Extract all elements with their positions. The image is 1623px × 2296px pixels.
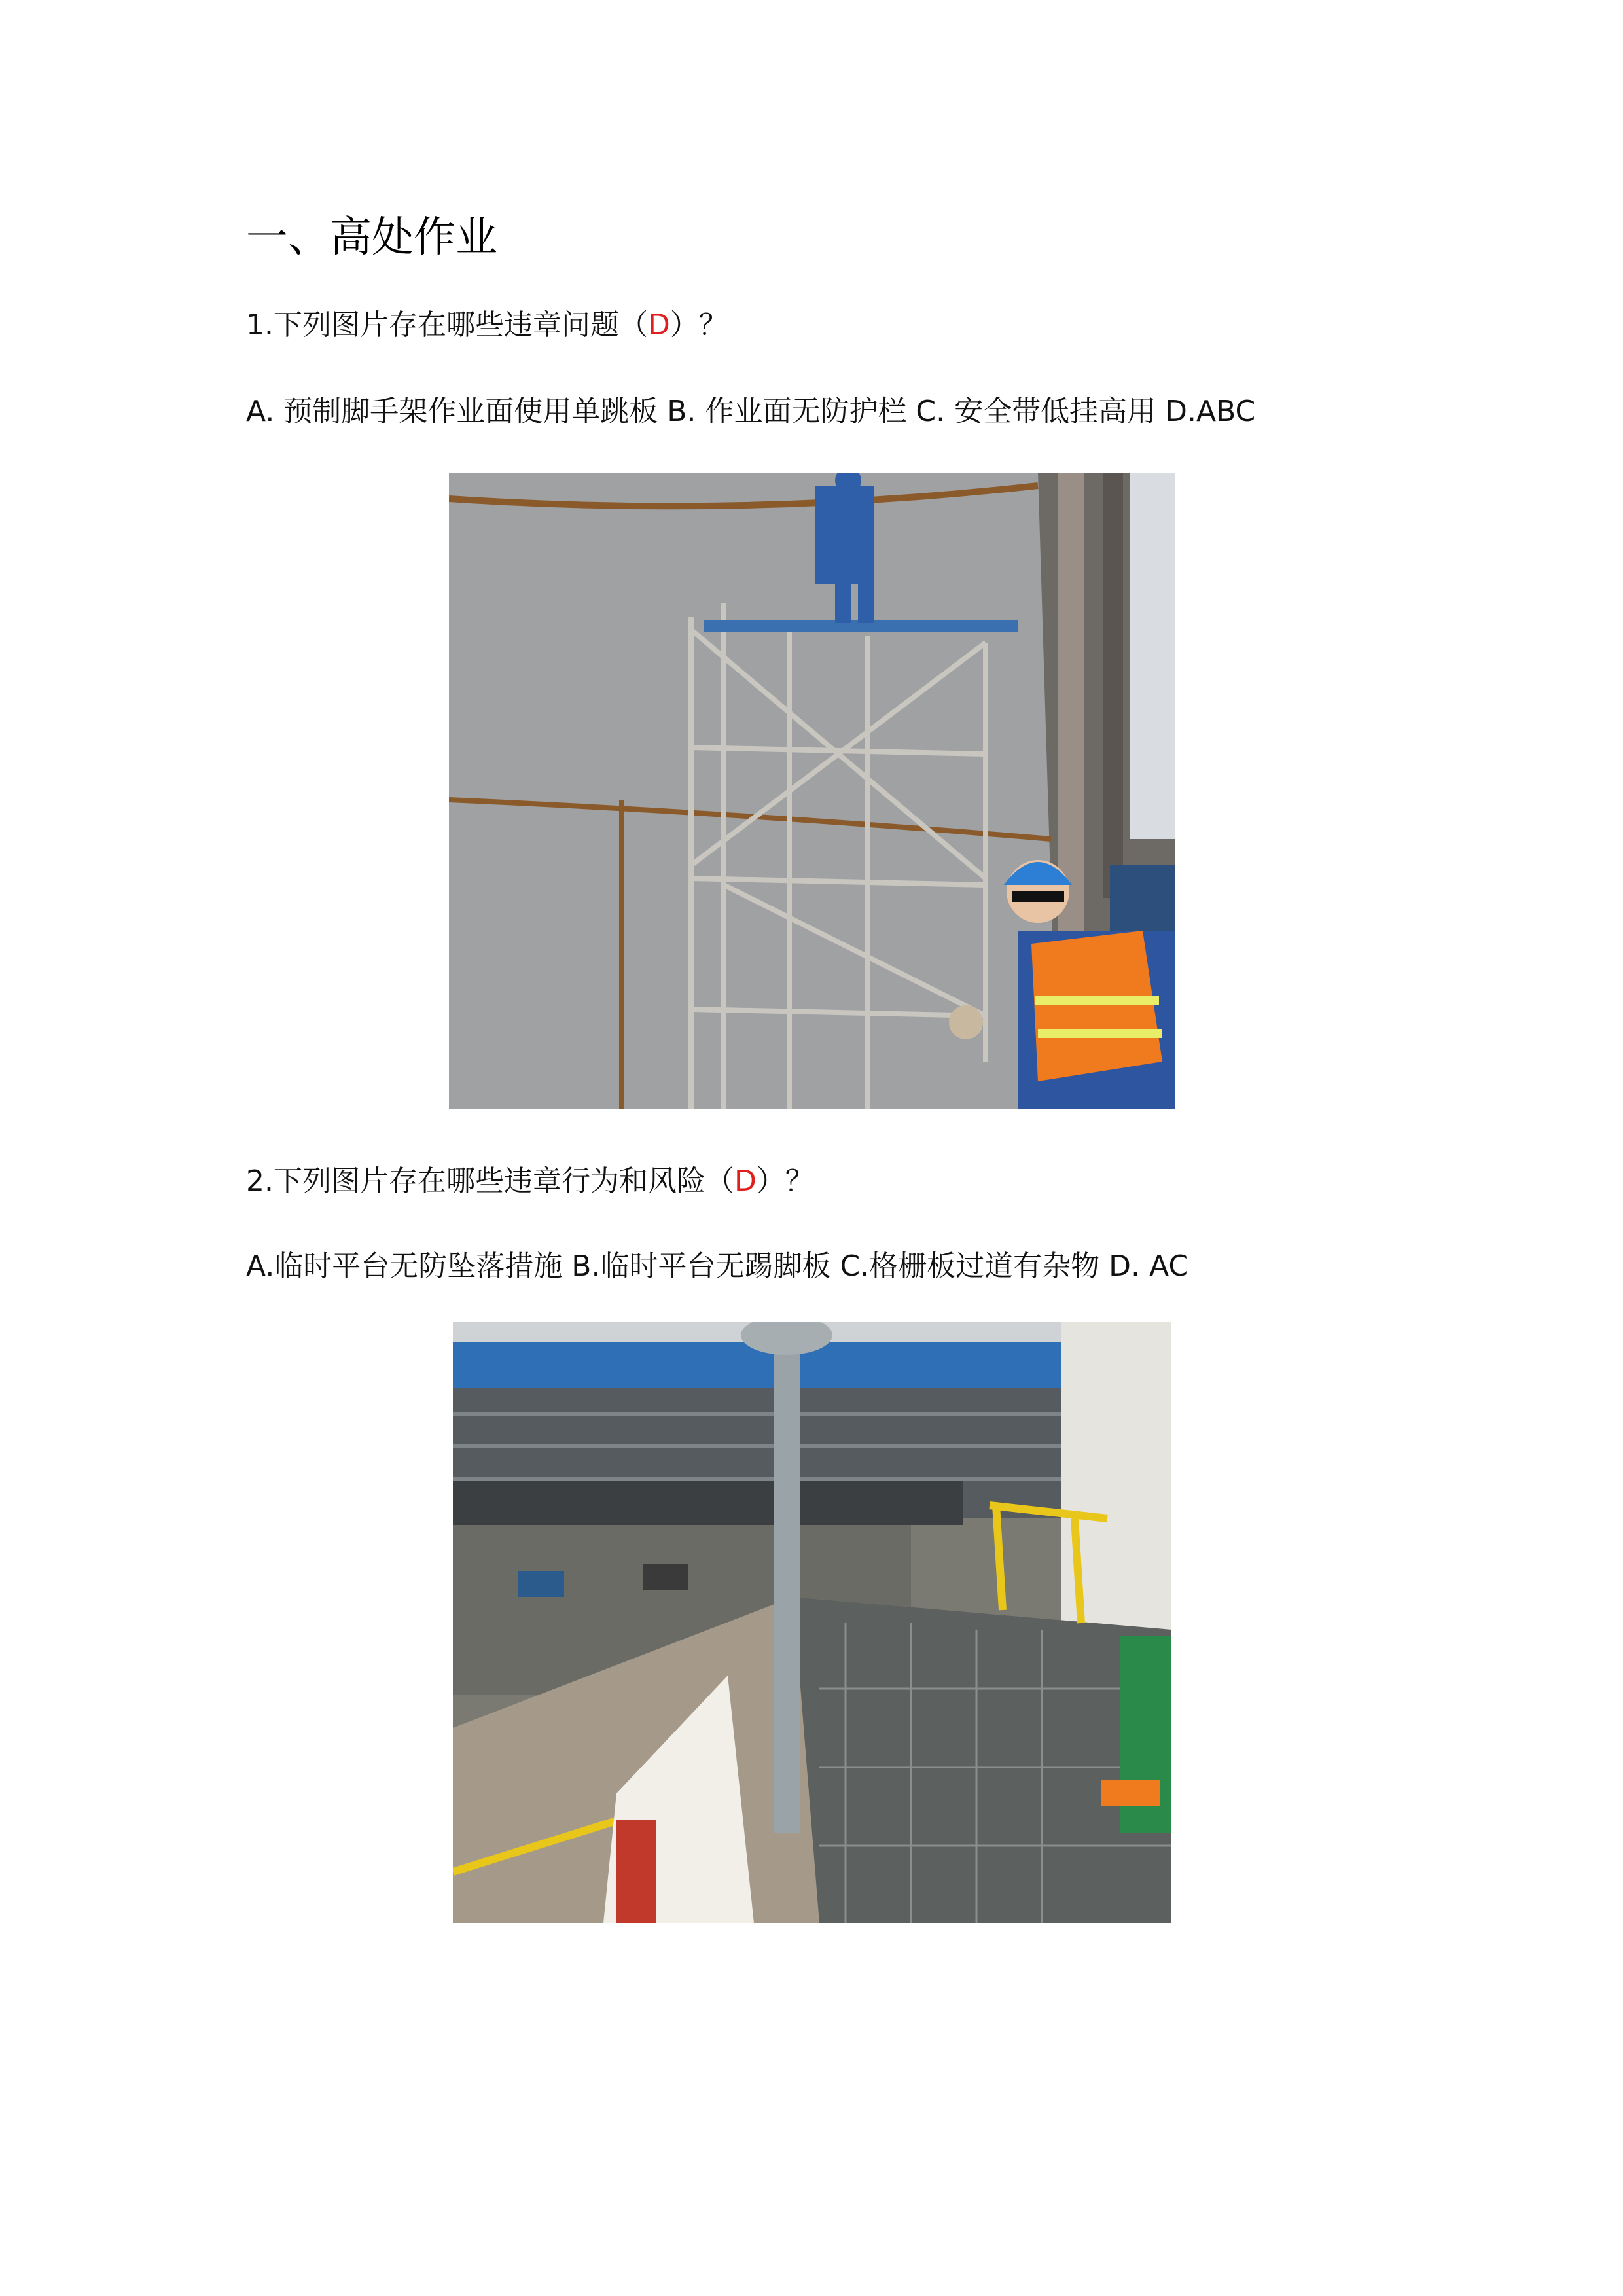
question-1-answer: D <box>647 308 670 342</box>
question-1-options: A. 预制脚手架作业面使用单跳板 B. 作业面无防护栏 C. 安全带低挂高用 D.ABC <box>246 395 1256 428</box>
question-2-answer: D <box>734 1164 757 1198</box>
question-2-text <box>246 1161 814 1202</box>
question-1-prefix: 1.下列图片存在哪些违章问题（ <box>246 308 648 342</box>
section-heading: 一、高处作业 <box>246 213 497 262</box>
worker-on-scaffold-photo <box>449 473 1175 1109</box>
question-2-suffix: ）？ <box>756 1164 814 1198</box>
question-2-prefix: 2.下列图片存在哪些违章行为和风险（ <box>246 1164 734 1198</box>
question-2-photo <box>453 1322 1171 1923</box>
question-2-options: A.临时平台无防坠落措施 B.临时平台无踢脚板 C.格栅板过道有杂物 D. AC <box>246 1249 1189 1283</box>
temporary-platform-photo <box>453 1322 1171 1923</box>
question-1-photo <box>449 473 1175 1109</box>
question-1-suffix: ）？ <box>669 308 728 342</box>
question-1-text <box>246 305 728 346</box>
